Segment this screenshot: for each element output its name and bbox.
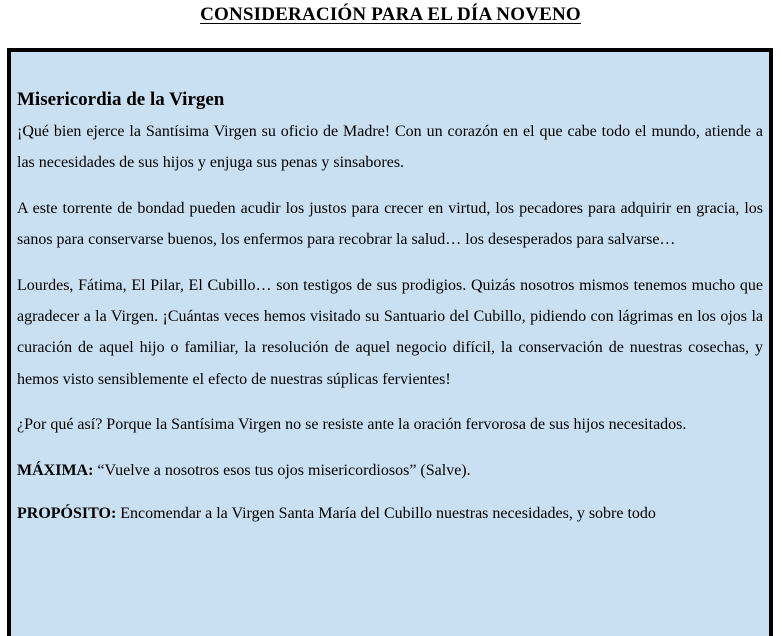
meditation-box	[7, 48, 773, 636]
page-title: CONSIDERACIÓN PARA EL DÍA NOVENO	[200, 4, 581, 25]
maxima-label: MÁXIMA:	[17, 461, 94, 479]
paragraph-4: ¿Por qué así? Porque la Santísima Virgen no se resiste ante la oración fervorosa de sus hijos necesitados.	[17, 416, 687, 434]
proposito-text: Encomendar a la Virgen Santa María del Cubillo nuestras necesidades, y sobre todo	[116, 505, 656, 523]
maxima-text: “Vuelve a nosotros esos tus ojos misericordiosos” (Salve).	[93, 461, 471, 479]
paragraph-3: Lourdes, Fátima, El Pilar, El Cubillo… son testigos de sus prodigios. Quizás nosotros mismos tenemos mucho que agradecer a la Virgen. ¡Cuántas veces hemos visitado su Santuario del Cubillo, pidiendo con lágrimas en los ojos la curación de aquel hijo o familiar, la resolución de aquel negocio difícil, la conservación de nuestras cosechas, y hemos visto sensiblemente el efecto de nuestras súplicas fervientes!	[17, 276, 763, 388]
proposito-label: PROPÓSITO:	[17, 505, 117, 523]
paragraph-1: ¡Qué bien ejerce la Santísima Virgen su oficio de Madre! Con un corazón en el que cabe todo el mundo, atiende a las necesidades de sus hijos y enjuga sus penas y sinsabores.	[17, 123, 763, 172]
proposito-paragraph	[17, 498, 763, 529]
box-heading: Misericordia de la Virgen	[17, 89, 225, 110]
maxima-paragraph	[17, 455, 763, 486]
paragraph-2: A este torrente de bondad pueden acudir los justos para crecer en virtud, los pecadores para adquirir en gracia, los sanos para conservarse buenos, los enfermos para recobrar la salud… los desesperados para salvarse…	[17, 199, 763, 249]
